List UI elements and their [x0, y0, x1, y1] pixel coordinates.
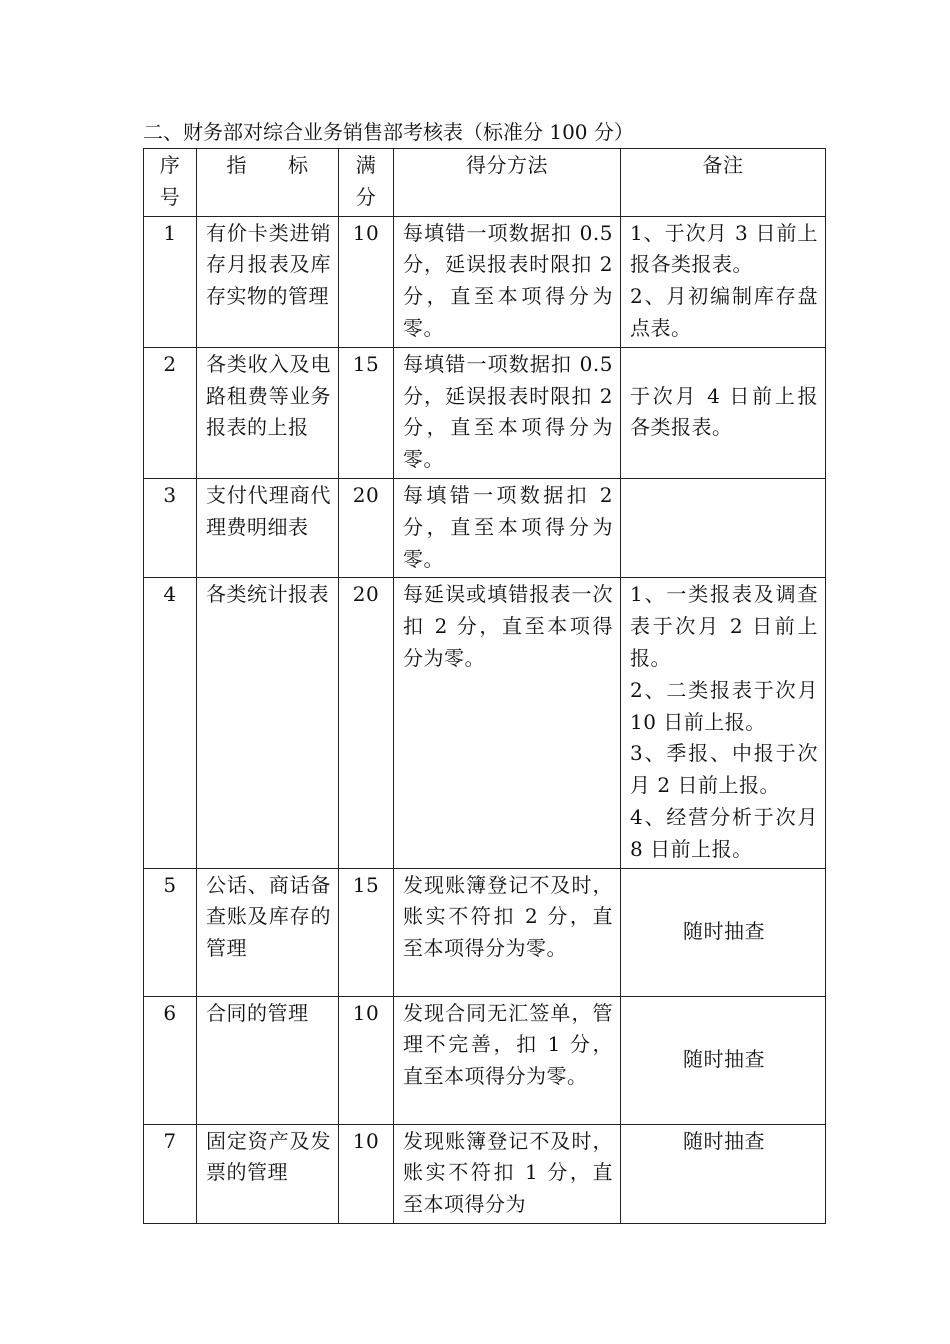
row-max-score: 10	[339, 996, 394, 1124]
row-indicator: 各类统计报表	[197, 578, 339, 868]
row-max-score: 10	[339, 216, 394, 347]
row-method: 发现账簿登记不及时，账实不符扣 1 分，直至本项得分为	[394, 1124, 621, 1223]
row-remark: 随时抽查	[621, 868, 826, 996]
row-remark: 1、于次月 3 日前上报各类报表。 2、月初编制库存盘点表。	[621, 216, 826, 347]
table-row	[144, 1124, 826, 1223]
header-no: 序 号	[144, 149, 197, 217]
table-header-row	[144, 149, 826, 217]
row-method: 每延误或填错报表一次扣 2 分，直至本项得分为零。	[394, 578, 621, 868]
row-indicator: 合同的管理	[197, 996, 339, 1124]
row-max-score: 20	[339, 578, 394, 868]
header-remark: 备注	[621, 149, 826, 217]
header-indicator: 指 标	[197, 149, 339, 217]
table-row	[144, 578, 826, 868]
table-row	[144, 478, 826, 577]
row-no: 1	[144, 216, 197, 347]
row-method: 发现账簿登记不及时，账实不符扣 2 分，直至本项得分为零。	[394, 868, 621, 996]
row-no: 5	[144, 868, 197, 996]
row-method: 发现合同无汇签单，管理不完善，扣 1 分，直至本项得分为零。	[394, 996, 621, 1124]
row-method: 每填错一项数据扣 0.5 分，延误报表时限扣 2 分，直至本项得分为零。	[394, 216, 621, 347]
table-row	[144, 216, 826, 347]
row-indicator: 公话、商话备查账及库存的管理	[197, 868, 339, 996]
table-row	[144, 996, 826, 1124]
row-no: 6	[144, 996, 197, 1124]
header-max-score: 满 分	[339, 149, 394, 217]
page-title: 二、财务部对综合业务销售部考核表（标准分 100 分）	[143, 120, 634, 144]
row-remark	[621, 478, 826, 577]
row-indicator: 支付代理商代理费明细表	[197, 478, 339, 577]
row-max-score: 20	[339, 478, 394, 577]
table-row	[144, 347, 826, 478]
row-indicator: 有价卡类进销存月报表及库存实物的管理	[197, 216, 339, 347]
row-method: 每填错一项数据扣 0.5 分，延误报表时限扣 2 分，直至本项得分为零。	[394, 347, 621, 478]
row-remark: 随时抽查	[621, 1124, 826, 1223]
row-max-score: 15	[339, 868, 394, 996]
row-no: 2	[144, 347, 197, 478]
row-indicator: 各类收入及电路租费等业务报表的上报	[197, 347, 339, 478]
row-max-score: 10	[339, 1124, 394, 1223]
row-remark: 于次月 4 日前上报各类报表。	[621, 347, 826, 478]
row-remark: 1、一类报表及调查表于次月 2 日前上报。 2、二类报表于次月 10 日前上报。 3、季报、中报于次月 2 日前上报。 4、经营分析于次月 8 日前上报。	[621, 578, 826, 868]
row-indicator: 固定资产及发票的管理	[197, 1124, 339, 1223]
table-row	[144, 868, 826, 996]
assessment-table	[143, 148, 826, 1224]
row-method: 每填错一项数据扣 2 分，直至本项得分为零。	[394, 478, 621, 577]
row-max-score: 15	[339, 347, 394, 478]
row-no: 3	[144, 478, 197, 577]
row-no: 7	[144, 1124, 197, 1223]
row-no: 4	[144, 578, 197, 868]
row-remark: 随时抽查	[621, 996, 826, 1124]
header-method: 得分方法	[394, 149, 621, 217]
